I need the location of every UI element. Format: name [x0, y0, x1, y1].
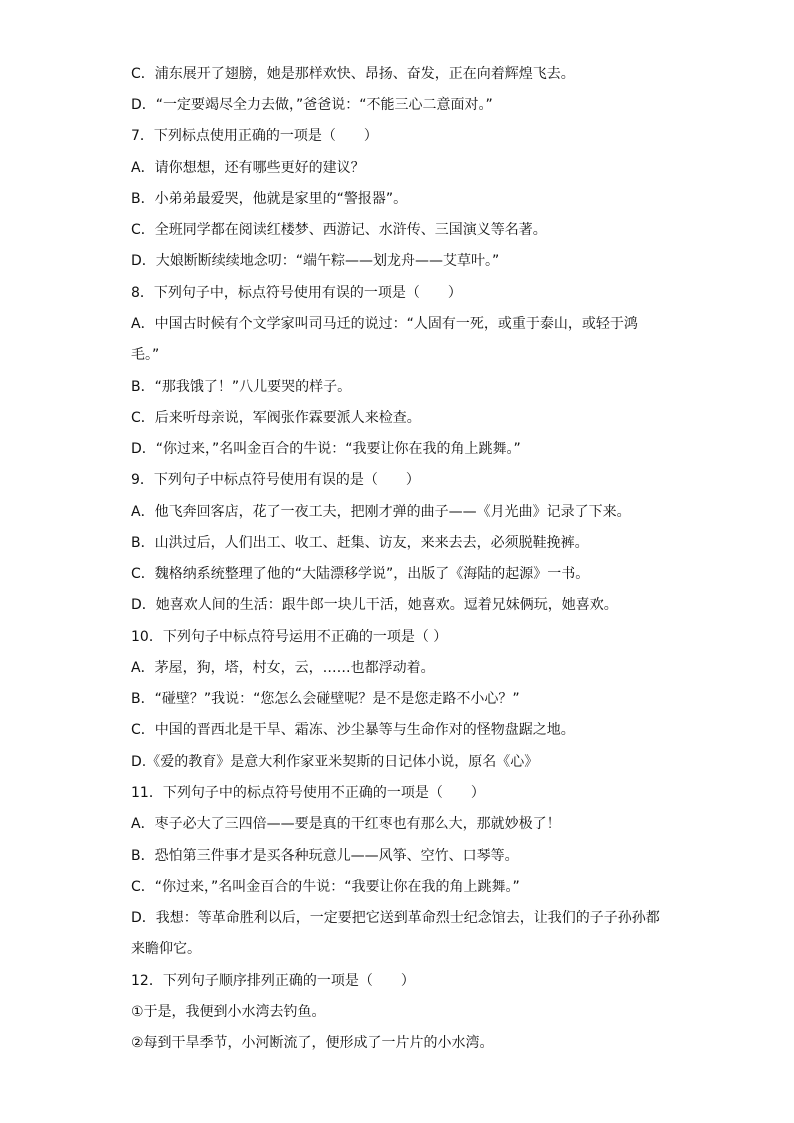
option-line: C．中国的晋西北是干旱、霜冻、沙尘暴等与生命作对的怪物盘踞之地。 [131, 722, 575, 738]
option-line: D.《爱的教育》是意大利作家亚米契斯的日记体小说，原名《心》 [131, 754, 539, 770]
option-line: C．后来听母亲说，军阀张作霖要派人来检查。 [131, 410, 421, 426]
sentence-line: ①于是，我便到小水湾去钓鱼。 [131, 1004, 326, 1020]
option-line: D．我想：等革命胜利以后，一定要把它送到革命烈士纪念馆去，让我们的子子孙孙都 [131, 910, 660, 926]
option-line: C．“你过来，”名叫金百合的牛说：“我要让你在我的角上跳舞。” [131, 879, 520, 895]
option-line-continued: 来瞻仰它。 [131, 941, 201, 957]
option-line: B．山洪过后，人们出工、收工、赶集、访友，来来去去，必须脱鞋挽裤。 [131, 535, 589, 551]
option-line-continued: 毛。” [131, 347, 160, 363]
option-line: C．魏格纳系统整理了他的“大陆漂移学说”，出版了《海陆的起源》一书。 [131, 566, 590, 582]
option-line: A．枣子必大了三四倍——要是真的干红枣也有那么大，那就妙极了！ [131, 816, 561, 832]
option-line: D．她喜欢人间的生活：跟牛郎一块儿干活，她喜欢。逗着兄妹俩玩，她喜欢。 [131, 597, 618, 613]
question-line: 12．下列句子顺序排列正确的一项是（ ） [131, 973, 415, 989]
question-line: 7．下列标点使用正确的一项是（ ） [131, 128, 378, 144]
option-line: D．大娘断断续续地念叨：“端午粽——划龙舟——艾草叶。” [131, 253, 500, 269]
option-line: A．茅屋，狗，塔，村女，云，……也都浮动着。 [131, 660, 435, 676]
sentence-line: ②每到干旱季节，小河断流了，便形成了一片片的小水湾。 [131, 1035, 494, 1051]
option-line: D．“你过来，”名叫金百合的牛说：“我要让你在我的角上跳舞。” [131, 441, 521, 457]
option-line: A．中国古时候有个文学家叫司马迁的说过：“人固有一死，或重于泰山，或轻于鸿 [131, 316, 638, 332]
question-line: 8．下列句子中，标点符号使用有误的一项是（ ） [131, 285, 462, 301]
option-line: B．恐怕第三件事才是买各种玩意儿——风筝、空竹、口琴等。 [131, 848, 519, 864]
question-line: 11．下列句子中的标点符号使用不正确的一项是（ ） [131, 785, 485, 801]
option-line: B．小弟弟最爱哭，他就是家里的“警报器”。 [131, 191, 408, 207]
option-line: A．请你想想，还有哪些更好的建议？ [131, 160, 365, 176]
option-line: B．“那我饿了！”八儿要哭的样子。 [131, 379, 352, 395]
question-line: 10．下列句子中标点符号运用不正确的一项是（ ） [131, 629, 448, 645]
option-line: A．他飞奔回客店，花了一夜工夫，把刚才弹的曲子——《月光曲》记录了下来。 [131, 504, 631, 520]
option-line: C．浦东展开了翅膀，她是那样欢快、昂扬、奋发，正在向着辉煌飞去。 [131, 66, 575, 82]
option-line: B．“碰壁？”我说：“您怎么会碰壁呢？是不是您走路不小心？” [131, 691, 520, 707]
question-line: 9．下列句子中标点符号使用有误的是（ ） [131, 472, 420, 488]
option-line: D．“一定要竭尽全力去做，”爸爸说：“不能三心二意面对。” [131, 97, 493, 113]
option-line: C．全班同学都在阅读红楼梦、西游记、水浒传、三国演义等名著。 [131, 222, 547, 238]
